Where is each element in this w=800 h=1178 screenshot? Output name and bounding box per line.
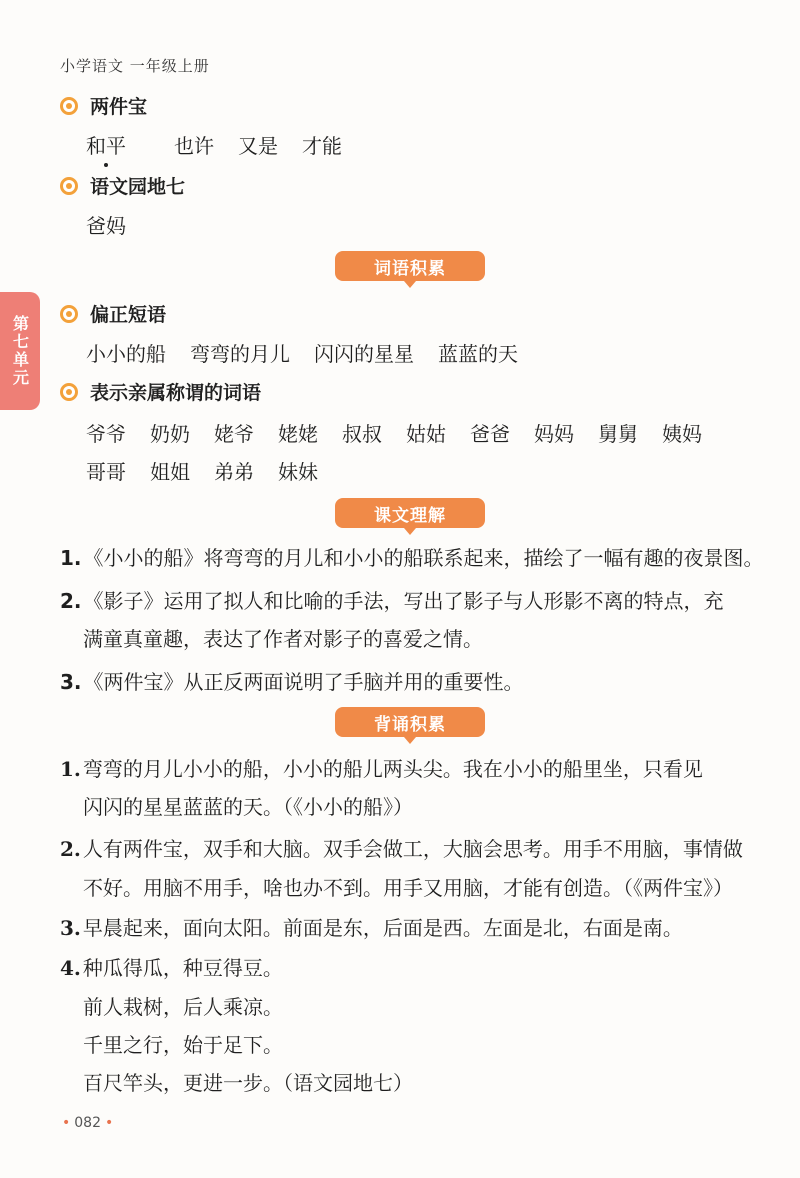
yuwen-words (86, 210, 150, 239)
section-title-liangjianbao: 两件宝 (60, 92, 147, 119)
kin-word: 爸爸 (470, 422, 510, 446)
kin-word: 妈妈 (534, 422, 574, 446)
lijie-item-1: 1. 《小小的船》将弯弯的月儿和小小的船联系起来，描绘了一幅有趣的夜景图。 (60, 546, 764, 570)
beisong-item-4-line-2: 前人栽树，后人乘凉。 (83, 995, 283, 1019)
qinshu-row-1 (86, 418, 702, 447)
beisong-item-3: 3. 早晨起来，面向太阳。前面是东，后面是西。左面是北，右面是南。 (60, 916, 683, 940)
word-caineng: 才能 (302, 134, 342, 158)
kin-word: 姨妈 (662, 422, 702, 446)
beisong-item-2: 2. 人有两件宝，双手和大脑。双手会做工，大脑会思考。用手不用脑，事情做 (60, 837, 743, 861)
word-heping: 和平 (86, 130, 150, 159)
circle-bullet-icon (60, 177, 78, 195)
lijie-item-2: 2. 《影子》运用了拟人和比喻的手法，写出了影子与人形影不离的特点，充 (60, 589, 724, 613)
kin-word: 妹妹 (278, 460, 318, 484)
banner-ciyu-jilei: 词语积累 (335, 251, 485, 281)
beisong-item-2-cont: 不好。用脑不用手，啥也办不到。用手又用脑，才能有创造。（《两件宝》） (83, 876, 733, 900)
kin-word: 姐姐 (150, 460, 190, 484)
section-title-qinshu: 表示亲属称谓的词语 (60, 378, 261, 405)
beisong-item-4-line-3: 千里之行，始于足下。 (83, 1033, 283, 1057)
word-youshi: 又是 (238, 134, 278, 158)
liangjianbao-words (86, 130, 366, 159)
qinshu-row-2 (86, 456, 342, 485)
phrase: 蓝蓝的天 (438, 342, 518, 366)
beisong-item-4: 4. 种瓜得瓜，种豆得豆。 (60, 956, 283, 980)
circle-bullet-icon (60, 383, 78, 401)
banner-beisong-jilei: 背诵积累 (335, 707, 485, 737)
kin-word: 爷爷 (86, 422, 126, 446)
kin-word: 弟弟 (214, 460, 254, 484)
banner-kewen-lijie: 课文理解 (335, 498, 485, 528)
decorative-dot: • (105, 1115, 114, 1131)
beisong-item-1-cont: 闪闪的星星蓝蓝的天。（《小小的船》） (83, 795, 413, 819)
kin-word: 姥姥 (278, 422, 318, 446)
circle-bullet-icon (60, 97, 78, 115)
pianzheng-words (86, 338, 542, 367)
kin-word: 奶奶 (150, 422, 190, 446)
phrase: 弯弯的月儿 (190, 342, 290, 366)
kin-word: 叔叔 (342, 422, 382, 446)
section-title-yuwen: 语文园地七 (60, 172, 185, 199)
decorative-dot: • (62, 1115, 71, 1131)
kin-word: 姥爷 (214, 422, 254, 446)
phrase: 闪闪的星星 (314, 342, 414, 366)
circle-bullet-icon (60, 305, 78, 323)
lijie-item-2-cont: 满童真童趣，表达了作者对影子的喜爱之情。 (83, 627, 483, 651)
section-title-pianzheng: 偏正短语 (60, 300, 166, 327)
beisong-item-4-line-4: 百尺竿头，更进一步。（语文园地七） (83, 1071, 413, 1095)
kin-word: 舅舅 (598, 422, 638, 446)
beisong-item-1: 1. 弯弯的月儿小小的船，小小的船儿两头尖。我在小小的船里坐，只看见 (60, 757, 703, 781)
page-header: 小学语文 一年级上册 (60, 57, 210, 75)
kin-word: 姑姑 (406, 422, 446, 446)
phrase: 小小的船 (86, 342, 166, 366)
word-yexu: 也许 (174, 134, 214, 158)
page-number: • 082 • (62, 1115, 114, 1131)
word-bama: 爸妈 (86, 214, 126, 238)
unit-side-tab: 第七单元 (0, 292, 40, 410)
lijie-item-3: 3. 《两件宝》从正反两面说明了手脑并用的重要性。 (60, 670, 524, 694)
kin-word: 哥哥 (86, 460, 126, 484)
